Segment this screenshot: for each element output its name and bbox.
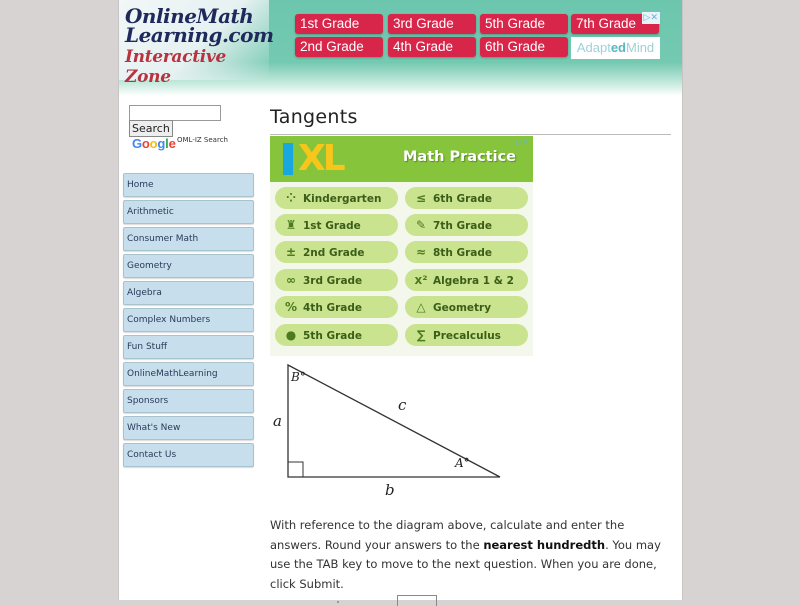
infinity-icon: ∞ — [286, 273, 296, 287]
side-a-label: a — [273, 412, 282, 430]
google-letter: g — [157, 136, 166, 151]
sidebar-item-whats-new[interactable]: What's New — [123, 416, 254, 440]
sidebar-item-fun-stuff[interactable]: Fun Stuff — [123, 335, 254, 359]
site-logo[interactable] — [119, 0, 274, 87]
ixl-link-5th-grade[interactable] — [275, 324, 398, 346]
search-input[interactable] — [129, 105, 221, 121]
ixl-link-4th-grade[interactable] — [275, 296, 398, 318]
ixl-link-7th-grade[interactable] — [405, 214, 528, 236]
apple-books-icon: ● — [285, 328, 297, 342]
approx-icon: ≈ — [415, 245, 427, 259]
ixl-link-label: Kindergarten — [303, 193, 382, 205]
ixl-heading: Math Practice — [403, 149, 517, 165]
adaptedmind-ad — [295, 12, 660, 60]
adchoices-icon[interactable]: ▷✕ — [516, 138, 529, 147]
ad-grade-button[interactable]: 5th Grade — [480, 14, 568, 34]
ixl-link-label: 7th Grade — [433, 220, 492, 232]
sidebar-item-onlinemathlearning[interactable]: OnlineMathLearning — [123, 362, 254, 386]
sidebar-item-contact-us[interactable]: Contact Us — [123, 443, 254, 467]
ixl-link-label: 8th Grade — [433, 247, 492, 259]
right-triangle-figure — [270, 362, 530, 512]
title-divider — [270, 134, 671, 135]
ixl-link-label: 4th Grade — [303, 302, 362, 314]
dots-icon: ⁘ — [285, 191, 297, 205]
ixl-link-precalculus[interactable] — [405, 324, 528, 346]
ixl-link-label: Algebra 1 & 2 — [433, 275, 514, 287]
ixl-link-1st-grade[interactable] — [275, 214, 398, 236]
google-letter: e — [168, 136, 176, 151]
plus-minus-icon: ± — [285, 245, 297, 259]
ixl-link-label: Precalculus — [433, 330, 501, 342]
sidebar-item-consumer-math[interactable]: Consumer Math — [123, 227, 254, 251]
ixl-link-label: 1st Grade — [303, 220, 361, 232]
triangle-icon: △ — [416, 300, 426, 314]
sidebar-item-geometry[interactable]: Geometry — [123, 254, 254, 278]
less-equal-icon: ≤ — [415, 191, 427, 205]
ad-grade-button[interactable]: 1st Grade — [295, 14, 383, 34]
ixl-link-8th-grade[interactable] — [405, 241, 528, 263]
side-c-label: c — [398, 396, 407, 414]
ixl-link-6th-grade[interactable] — [405, 187, 528, 209]
ad-grade-button[interactable]: 6th Grade — [480, 37, 568, 57]
ixl-link-label: Geometry — [433, 302, 492, 314]
angle-a-label: A° — [455, 456, 470, 470]
google-letter: o — [141, 136, 150, 151]
site-header — [119, 0, 682, 96]
logo-line-3: Interactive Zone — [125, 47, 227, 87]
page — [118, 0, 683, 600]
adchoices-icon[interactable]: ▷✕ — [643, 13, 658, 23]
page-title: Tangents — [270, 106, 358, 128]
angle-b-label: B° — [291, 370, 306, 384]
google-letter: l — [165, 136, 169, 151]
sidebar-item-home[interactable]: Home — [123, 173, 254, 197]
ad-grade-button[interactable]: 7th Grade — [571, 14, 659, 34]
ad-grade-button[interactable]: 3rd Grade — [388, 14, 476, 34]
ad-grade-button[interactable]: 4th Grade — [388, 37, 476, 57]
brand-part: ed — [610, 40, 626, 55]
sidebar-item-algebra[interactable]: Algebra — [123, 281, 254, 305]
pencil-icon: ✎ — [415, 218, 427, 232]
sidebar-item-arithmetic[interactable]: Arithmetic — [123, 200, 254, 224]
ixl-link-geometry[interactable] — [405, 296, 528, 318]
ixl-logo-xl: XL — [298, 138, 343, 179]
instructions-part-2: . You may use the TAB key to move to the next question. When you are done, click Submit. — [270, 537, 661, 591]
question-marker — [337, 601, 339, 603]
triangle-diagram — [270, 362, 530, 512]
x-squared-icon: x² — [414, 273, 428, 287]
ixl-link-algebra[interactable] — [405, 269, 528, 291]
pencil-cup-icon: ♜ — [285, 218, 297, 232]
instructions-part-1: With reference to the diagram above, calculate and enter the answers. Round your answers to the — [270, 518, 625, 552]
sidebar-nav — [123, 173, 254, 470]
percent-icon: % — [284, 300, 298, 314]
logo-line-2: Learning.com — [125, 23, 274, 47]
ad-grade-button[interactable]: 2nd Grade — [295, 37, 383, 57]
side-b-label: b — [385, 481, 395, 499]
instructions-emphasis: nearest hundredth — [483, 537, 606, 552]
ixl-link-label: 5th Grade — [303, 330, 362, 342]
instructions-text — [270, 516, 675, 594]
sidebar — [119, 96, 259, 600]
search-button[interactable]: Search — [129, 120, 173, 137]
ixl-ad-header[interactable] — [270, 136, 533, 182]
brand-part: Adapt — [576, 40, 611, 55]
ixl-link-label: 3rd Grade — [303, 275, 363, 287]
search-caption: OML-IZ Search — [177, 136, 228, 144]
sidebar-item-sponsors[interactable]: Sponsors — [123, 389, 254, 413]
ixl-link-3rd-grade[interactable] — [275, 269, 398, 291]
brand-part: Mind — [625, 40, 655, 55]
ixl-ad — [270, 136, 533, 356]
google-logo — [132, 136, 176, 151]
ixl-link-label: 6th Grade — [433, 193, 492, 205]
google-letter: G — [132, 136, 142, 151]
ixl-logo-i — [283, 143, 293, 175]
answer-input[interactable] — [397, 595, 437, 606]
ixl-link-2nd-grade[interactable] — [275, 241, 398, 263]
adaptedmind-brand[interactable] — [571, 37, 660, 59]
ixl-link-kindergarten[interactable] — [275, 187, 398, 209]
google-letter: o — [149, 136, 158, 151]
ixl-link-label: 2nd Grade — [303, 247, 365, 259]
sidebar-item-complex-numbers[interactable]: Complex Numbers — [123, 308, 254, 332]
logo-line-1: OnlineMath — [125, 4, 254, 28]
sigma-icon: ∑ — [416, 328, 426, 342]
